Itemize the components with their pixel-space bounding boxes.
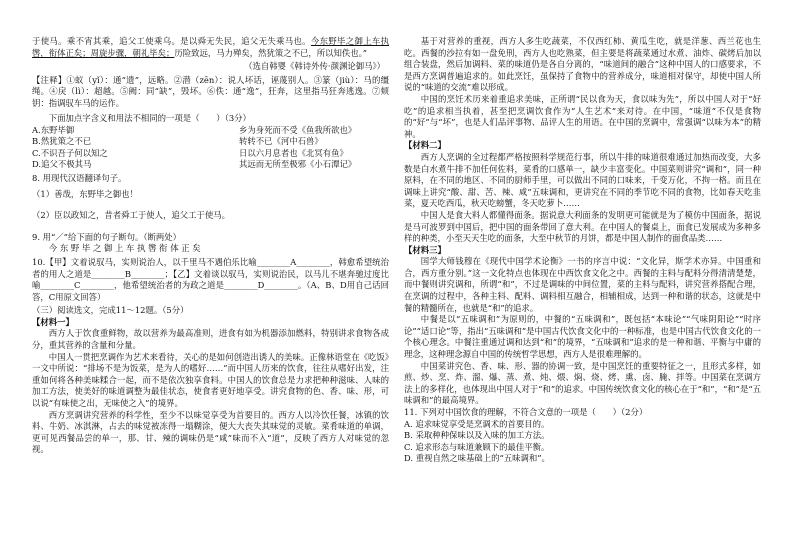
- right-paragraph-2: 中国的烹饪术历来着重追求美味，正所谓“民以食为天，食以味为先”，所以中国人对于“好吃”的追求相当执着，甚至把烹调饮食作为“人生艺术”来对待。在中国，“味道”不仅是食物的“好”与“坏”，也是人们品评事物、品评人生的用语。在中国的烹调中，常强调“以味为本”的精神。: [404, 93, 761, 139]
- material-2-heading: 【材料二】: [404, 140, 446, 151]
- material-3-paragraph-3: 中国菜讲究色、香、味、形、器的协调一致，是中国烹饪的重要特征之一，且形式多样，如煎、炒、烹、炸、溜、爆、蒸、煮、炖、煨、焖、烧、烤、熏、卤、腌、拌等。中国菜在烹调方法上的多样化，也体现出中国人对于“和”的追求。中国传统饮食文化的核心在于“和”，“和”是“五味调和”的最高境界。: [404, 360, 761, 406]
- annotations: 【注释】①蚁（yǐ）：通“遗”，远略。②潜（zēn）：说人坏话，诬蔑别人。③篆（jiù）：马的缰绳。④戾（lì）：超越。⑤阙：同“缺”，毁坏。⑥佚：通“逸”，狂奔，这里指马狂奔逃逸。⑦颊钥：指调驭车马的运作。: [32, 74, 389, 108]
- material-1-paragraph-3: 西方烹调讲究营养的科学性，至少不以味觉享受为首要目的。西方人以冷饮任餐，冰镇的饮料、牛奶、冰淇淋，占去的味觉被冻得一塌糊涂，便大大丧失其味觉的灵敏。菜肴味道的单调，更可见西餐品尝的单一，那、甘、辣的调味仍是“咸”味而不入“道”，反映了西方人对味觉的忽视。: [32, 409, 389, 455]
- question-11-option-a[interactable]: A. 追求味觉享受是烹调术的首要目的。: [404, 418, 550, 429]
- question-8-item-2: （2）臣以政知之，昔者舜工于使人，追父工于使马。: [32, 210, 230, 221]
- question-11-stem: 11. 下列对中国饮食的理解，不符合文意的一项是（ ）（2分）: [404, 407, 648, 417]
- passage-source: （选自韩婴《韩诗外传·颜渊论御马》）: [244, 61, 385, 72]
- material-3-paragraph-1: 国学大师钱穆在《现代中国学术论衡》一书的序言中说：“文化异，斯学术亦异。中国重和合，西方重分别。”这一文化特点也体现在中西饮食文化之中。西餐的主料与配料分得清清楚楚，而中餐则讲究调和，所谓“和”，不过是调味的中间位置，菜的主料与配料，讲究营养搭配合理，在烹调的过程中，各种主料、配料、调料相互融合，相辅相成，达到一种和谐的状态，这就是中餐的精髓所在，也就是“和”的追求。: [404, 256, 761, 313]
- material-3-heading: 【材料三】: [404, 244, 446, 255]
- material-1-heading: 【材料一】: [32, 316, 74, 327]
- material-2-paragraph-1: 西方人烹调的全过程都严格按照科学规范行事，所以牛排的味道很难通过加热而改变，大多数是白水煮牛排不加任何佐料，菜肴的口感单一，缺少丰富变化。中国菜则讲究“调和”，同一种原料，在不同的地区、不同的厨师手里，可以做出不同的口味来，千变万化，不拘一格。而且在调味上讲究“酸、甜、苦、辣、咸”五味调和，更讲究在不同的季节吃不同的食物，比如春天吃韭菜，夏天吃西瓜，秋天吃螃蟹，冬天吃萝卜……: [404, 151, 761, 209]
- question-9-stem: 9. 用“／”给下面的句子断句。（断两处）: [32, 231, 182, 242]
- question-11-option-b[interactable]: B. 采取种种保味以及入味的加工方法。: [404, 430, 550, 441]
- left-column: [32, 36, 389, 456]
- material-1-paragraph-2: 中国人一贯把烹调作为艺术来看待，关心的是如何创造出诱人的美味。正像林语堂在《吃饭》一文中所说：“排场不是为饭菜，是为人的嗜好……”而中国人历来的饮食，往往从嗜好出发，注重如何将各种美味糅合一起，而不是依次独享食料。中国人的饮食总是力求把种种滋味、人味的加工方法，使美好的味道调整为最佳状态，使食者更好地享受。讲究食物的色、香、味、形，可以说“有味使之出，无味使之入”的境界。: [32, 351, 389, 409]
- underlined-sentence: 今东野毕之御上车执辔，衔体正矣；周旋步骤，朝礼毕矣；: [32, 36, 390, 58]
- question-9-text: 今 东 野 毕 之 御 上 车 执 辔 衔 体 正 矣: [48, 243, 201, 254]
- material-2-paragraph-2: 中国人是食大料人都懂得面条。据说意大利面条的发明更可能就是为了模仿中国面条，据说是马可波罗到中国后，把中国的面条带回了意大利。在中国人的餐桌上，面食已发展成为多种多样的种类，小至天天生吃的面条，大至中秋节的月饼，都是中国人制作的面食品类……: [404, 209, 761, 244]
- right-column: [404, 36, 761, 465]
- right-paragraph-1: 基于对营养的重视，西方人多生吃蔬菜，不仅西红柿、黄瓜生吃，就是洋葱、西兰花也生吃。西餐的沙拉有如一盘免刑，西方人也吃熟菜，但主要是将蔬菜通过水煮、油炸、碳烤后加以组合装盘，然后加调料、菜的味道仍是各自分离的，“味道间的融合”这种中国人的口感要求，不是西方烹调普遍追求的。如此烹饪，虽保持了食物中的营养成分，味道相对保守，却使中国人所说的“味道的交流”难以形成。: [404, 36, 761, 93]
- question-11-option-c[interactable]: C. 追求形态与味道兼顾下的最佳平衡。: [404, 441, 550, 452]
- question-8-item-1: （1）善哉，东野毕之御也！: [32, 188, 138, 199]
- section-3-heading: （三）阅读选文，完成11～12题。（5分）: [32, 305, 189, 316]
- question-7-option-a[interactable]: A.东野毕御 乡为身死而不受《鱼我所欲也》: [32, 124, 357, 135]
- question-7-option-c[interactable]: C.不识吾子何以知之 日以六月息者也《北冥有鱼》: [32, 147, 348, 158]
- passage-opening: 于使马。乘不宵其乘，追父工使乘乌。是以舜无失民，追父无失乘马也。今东野毕之御上车执辔，衔体正矣；周旋步骤，朝礼毕矣；历险致远，马力殚矣，然犹策之不已，所以知佚也。”: [32, 36, 390, 58]
- question-7: [32, 112, 389, 171]
- question-8-stem: 8. 用现代汉语翻译句子。: [32, 172, 127, 183]
- question-10: 10.【甲】文着说驭马，实则说治人，以千里马不遇伯乐比喻________A________，韩愈希望统治者的用人之道是________B________；【乙】文着谈以驭马，实则说治民，以马儿不堪奔驰过度比喻________C________，他希望统治者的为政之道是________D________。（A、B、D用自己话回答，C用原文回答）: [32, 256, 389, 302]
- material-3-paragraph-2: 中餐是以“五味调和”为原则的，中餐的“五味调和”，既包括“本味论”“气味阴阳论”“时序论”“适口论”等，指出“五味调和”是中国古代饮食文化中的一种标准，也是中国古代饮食文化的一个核心理念。中餐注重通过调和达到“和”的境界，“五味调和”追求的是一种和谐、平衡与中庸的理念，这种理念源自中国的传统哲学思想，西方人是很难理解的。: [404, 314, 761, 360]
- question-7-option-d[interactable]: D.追父不极其马 其远而无所至极邪《小石潭记》: [32, 159, 357, 170]
- question-7-stem: 下面加点字含义和用法不相同的一项是（ ）（3分）: [48, 112, 251, 123]
- question-11-option-d[interactable]: D. 重视自然之味基础上的“五味调和”。: [404, 453, 550, 464]
- question-7-option-b[interactable]: B.然犹策之不已 转转不已《河中石兽》: [32, 136, 323, 147]
- material-1-paragraph-1: 西方人于饮食重鲜物，故以营养为最高准则，进食有如为机器添加燃料，特别讲求食物各成分，重其营养的含量和分量。: [32, 328, 389, 351]
